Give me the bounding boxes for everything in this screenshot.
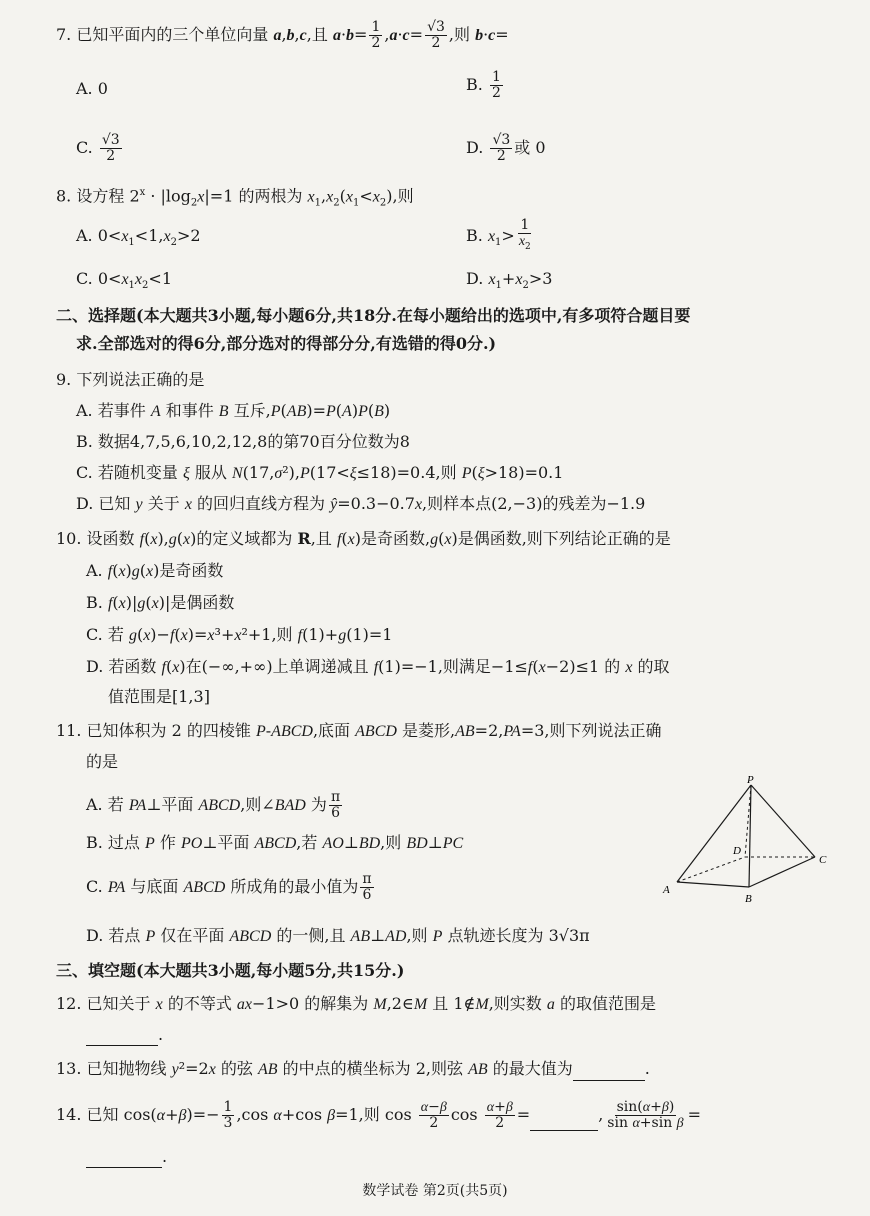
label-a: A: [663, 884, 670, 896]
q8-stem: 8. 设方程 $2^x \cdot |\log_2x|=1$ 的两根为 $x_1,x_2(x_1<x_2)$,则: [56, 186, 414, 209]
q11-option-a: A. 若 PA⊥平面 ABCD,则∠BAD 为 $\frac{\pi}{6}$: [86, 789, 341, 821]
q7-stem: 7. 已知平面内的三个单位向量 a,b,c,且 a·b= $\frac{1}{2}$ ,a·c= $\frac{√3}{2}$ ,则 b·c=: [56, 19, 509, 51]
pyramid-figure: [655, 775, 840, 910]
q13-stem: 13. 已知抛物线 y²=2x 的弦 AB 的中点的横坐标为 2,则弦 AB 的最大值为 .: [56, 1058, 650, 1081]
q7-option-b: B. $\frac{1}{2}$: [466, 69, 501, 101]
q13-answer-blank[interactable]: [573, 1080, 645, 1081]
q10-option-d-line1: D. 若函数 f(x)在(−∞,+∞)上单调递减且 f(1)=−1,则满足−1≤f(x−2)≤1 的 x 的取: [86, 657, 670, 676]
section2-heading-line2: 求.全部选对的得6分,部分选对的得部分分,有选错的得0分.): [76, 334, 497, 353]
edge-ab: [677, 882, 749, 887]
q11-stem-line1: 11. 已知体积为 2 的四棱锥 P-ABCD,底面 ABCD 是菱形,AB=2,PA=3,则下列说法正确: [56, 721, 662, 740]
edge-pc: [751, 785, 815, 857]
edge-pb: [749, 785, 751, 887]
page-footer: 数学试卷 第2页(共5页): [362, 1183, 508, 1199]
q8-option-a: A. $0<x_1<1,x_2>2$: [76, 226, 201, 249]
q8-option-c: C. $0<x_1x_2<1$: [76, 269, 172, 292]
q7-option-c: C. $\frac{√3}{2}$: [76, 132, 120, 164]
q11-option-c: C. PA 与底面 ABCD 所成角的最小值为 $\frac{\pi}{6}$: [86, 871, 372, 903]
q9-option-d: D. 已知 y 关于 x 的回归直线方程为 ŷ=0.3−0.7x,则样本点(2,−3)的残差为−1.9: [76, 494, 646, 513]
q11-stem-line2: 的是: [86, 752, 119, 771]
q9-option-a: A. 若事件 A 和事件 B 互斥,P(AB)=P(A)P(B): [76, 401, 391, 420]
q12-answer-blank[interactable]: .: [86, 1024, 163, 1046]
edge-pa: [677, 785, 751, 882]
section2-heading-line1: 二、选择题(本大题共3小题,每小题6分,共18分.在每小题给出的选项中,有多项符合题目要: [56, 306, 691, 325]
q12-stem: 12. 已知关于 x 的不等式 ax−1>0 的解集为 M,2∈M 且 1∉M,则实数 a 的取值范围是: [56, 994, 656, 1013]
q10-stem: 10. 设函数 f(x),g(x)的定义域都为 R,且 f(x)是奇函数,g(x)是偶函数,则下列结论正确的是: [56, 529, 671, 548]
label-p: P: [747, 775, 754, 786]
edge-bc: [749, 857, 815, 887]
label-d: D: [733, 845, 741, 857]
q7-option-d: D. $\frac{√3}{2}$ 或 0: [466, 132, 546, 164]
q8-option-d: D. $x_1+x_2>3$: [466, 269, 553, 292]
q9-option-c: C. 若随机变量 ξ 服从 N(17,σ²),P(17<ξ≤18)=0.4,则 P(ξ>18)=0.1: [76, 463, 564, 482]
q8-option-b: B. $x_1>$ $\frac{1}{x_2}$: [466, 217, 531, 252]
label-c: C: [819, 854, 827, 866]
q9-stem: 9. 下列说法正确的是: [56, 370, 205, 389]
label-b: B: [745, 893, 752, 905]
q10-option-b: B. f(x)|g(x)|是偶函数: [86, 593, 235, 612]
q10-option-a: A. f(x)g(x)是奇函数: [86, 561, 224, 580]
q14-answer-blank-1[interactable]: [530, 1130, 598, 1131]
q14-answer-blank-2[interactable]: .: [86, 1146, 167, 1168]
q11-option-d: D. 若点 P 仅在平面 ABCD 的一侧,且 AB⊥AD,则 P 点轨迹长度为 3√3π: [86, 926, 590, 945]
q7-option-a: A. 0: [76, 79, 108, 98]
section3-heading: 三、填空题(本大题共3小题,每小题5分,共15分.): [56, 961, 405, 980]
q10-option-d-line2: 值范围是[1,3]: [108, 687, 210, 706]
q9-option-b: B. 数据4,7,5,6,10,2,12,8的第70百分位数为8: [76, 432, 410, 451]
q10-option-c: C. 若 g(x)−f(x)=x³+x²+1,则 f(1)+g(1)=1: [86, 625, 393, 644]
q11-option-b: B. 过点 P 作 PO⊥平面 ABCD,若 AO⊥BD,则 BD⊥PC: [86, 833, 464, 852]
q14-stem: 14. 已知 cos(α+β)=− $\frac{1}{3}$ ,cos α+cos β=1,则 cos $\frac{\alpha-\beta}{2}$ cos $\frac{\alpha+\beta}{2}$ = , $\frac{\sin(\alpha+\beta)}{\text{sin α+sin β}}$ =: [56, 1099, 702, 1131]
